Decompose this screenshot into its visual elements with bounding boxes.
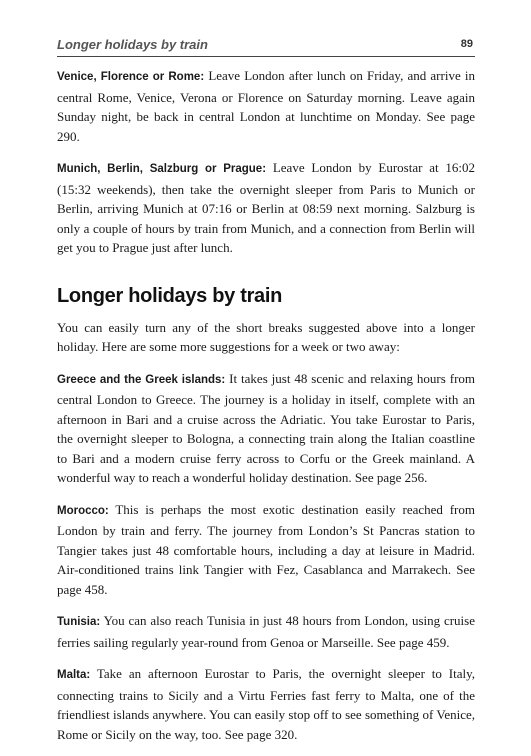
paragraph-lead: Venice, Florence or Rome:	[57, 71, 205, 83]
paragraph-lead: Tunisia:	[57, 616, 101, 628]
paragraph-text: It takes just 48 scenic and relaxing hours from central London to Greece. The journey is a holiday in itself, complete with an afternoon in Bari and a cruise across the Adriatic. You take Eurostar to Paris, the overnight sleeper to Bologna, a connecting train along the Italian coastline to Bari and a modern cruise ferry across to Corfu or the Greek mainland. A wonderful way to reach a wonderful holiday destination. See page 256.	[57, 370, 476, 485]
paragraph-text: Leave London by Eurostar at 16:02 (15:32 weekends), then take the overnight sleeper from Paris to Munich or Berlin, arriving Munich at 07:16 or Berlin at 08:59 next morning. Salzburg is only a couple of hours by train from Munich, and a connection from Berlin will get you to Prague just after lunch.	[57, 160, 475, 255]
paragraph-lead: Greece and the Greek islands:	[57, 373, 226, 386]
paragraph-morocco	[57, 500, 475, 600]
paragraph-munich-berlin-salzburg-prague	[57, 158, 475, 258]
paragraph-lead: Malta:	[57, 669, 91, 681]
paragraph-greece	[57, 369, 475, 488]
section-heading: Longer holidays by train	[57, 284, 283, 307]
paragraph-text: Leave London after lunch on Friday, and arrive in central Rome, Venice, Verona or Florence on Saturday morning. Leave again Sunday night, be back in central London at lunchtime on Monday. See page 290.	[57, 68, 475, 144]
running-title: Longer holidays by train	[57, 37, 208, 52]
paragraph-text: This is perhaps the most exotic destination easily reached from London by train and ferry. The journey from London’s St Pancras station to Tangier takes just 48 comfortable hours, including a day at leisure in Madrid. Air-conditioned trains link Tangier with Fez, Casablanca and Marrakech. See page 458.	[57, 501, 475, 597]
paragraph-venice-florence-rome	[57, 66, 475, 146]
paragraph-text: Take an afternoon Eurostar to Paris, the overnight sleeper to Italy, connecting trains to Sicily and a Virtu Ferries fast ferry to Malta, one of the friendliest islands anywhere. You can easily stop off to see something of Venice, Rome or Sicily on the way, too. See page 320.	[57, 666, 475, 742]
page-number: 89	[460, 38, 473, 50]
page-body	[57, 66, 475, 756]
paragraph-malta	[57, 664, 475, 744]
paragraph-tunisia	[57, 611, 475, 652]
paragraph-text: You can also reach Tunisia in just 48 hours from London, using cruise ferries sailing regularly year-round from Genoa or Marseille. See page 459.	[57, 613, 475, 650]
section-intro: You can easily turn any of the short breaks suggested above into a longer holiday. Here are some more suggestions for a week or two away:	[57, 319, 475, 354]
paragraph-lead: Munich, Berlin, Salzburg or Prague:	[57, 163, 267, 175]
paragraph-lead: Morocco:	[57, 504, 109, 517]
running-header	[57, 36, 475, 57]
